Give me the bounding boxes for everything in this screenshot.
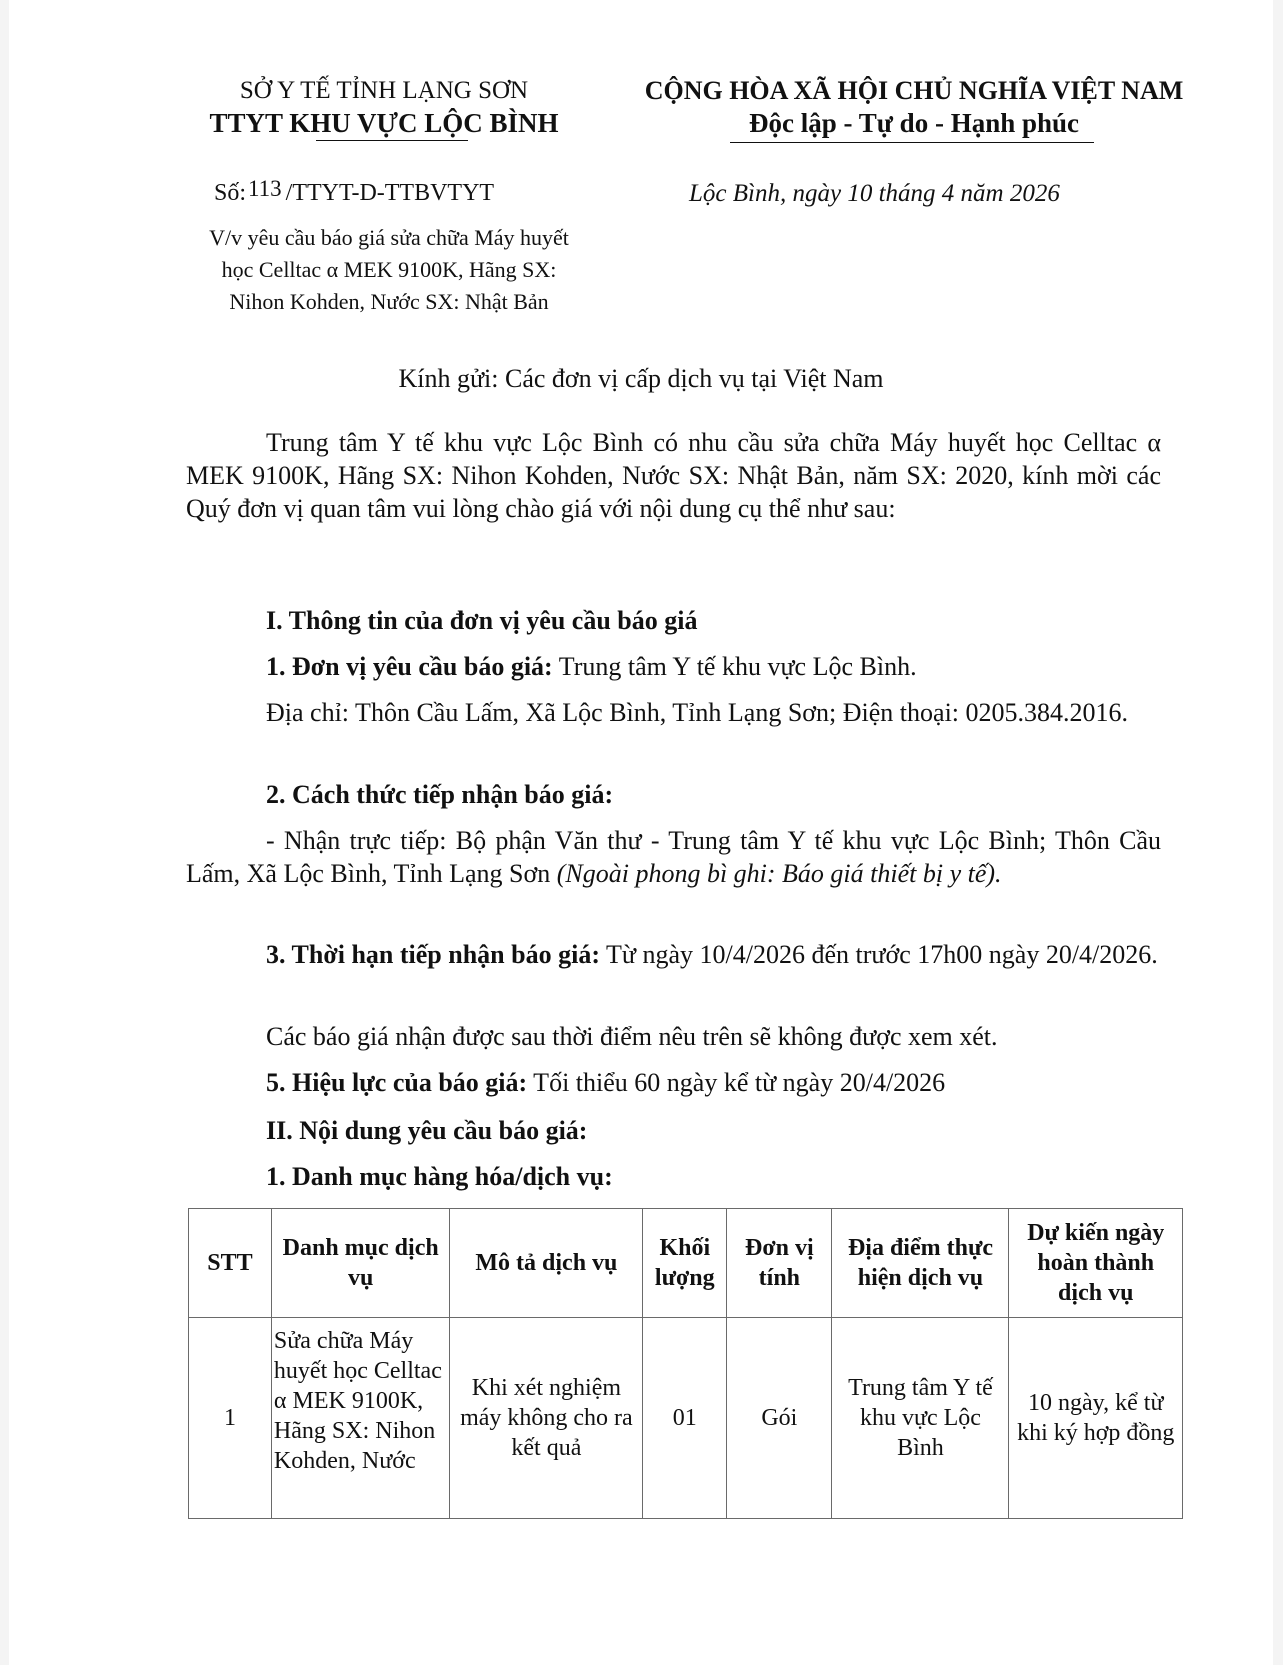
national-motto: Độc lập - Tự do - Hạnh phúc	[748, 108, 1080, 138]
deadline-value: Từ ngày 10/4/2026 đến trước 17h00 ngày 20/4/2026.	[599, 940, 1158, 969]
receiving-method-text	[186, 824, 1161, 890]
validity-value: Tối thiểu 60 ngày kể từ ngày 20/4/2026	[527, 1068, 946, 1097]
section-1-title: I. Thông tin của đơn vị yêu cầu báo giá	[266, 606, 698, 635]
document-number	[214, 176, 495, 207]
parent-agency: SỞ Y TẾ TỈNH LẠNG SƠN	[239, 77, 529, 104]
goods-services-list-title: 1. Danh mục hàng hóa/dịch vụ:	[266, 1162, 613, 1191]
cell-service: Sửa chữa Máy huyết học Celltac α MEK 9100K, Hãng SX: Nihon Kohden, Nước	[271, 1318, 450, 1519]
col-header-completion: Dự kiến ngày hoàn thành dịch vụ	[1009, 1209, 1183, 1318]
section-2-title: II. Nội dung yêu cầu báo giá:	[266, 1116, 588, 1145]
number-value: 113	[248, 176, 282, 201]
receiving-method-title: 2. Cách thức tiếp nhận báo giá:	[266, 780, 614, 809]
late-submission-note: Các báo giá nhận được sau thời điểm nêu trên sẽ không được xem xét.	[266, 1022, 998, 1051]
col-header-unit: Đơn vị tính	[727, 1209, 832, 1318]
intro-paragraph: Trung tâm Y tế khu vực Lộc Bình có nhu cầu sửa chữa Máy huyết học Celltac α MEK 9100K, Hãng SX: Nihon Kohden, Nước SX: Nhật Bản, năm SX: 2020, kính mời các Quý đơn vị quan tâm vui lòng chào giá với nội dung cụ thể như sau:	[186, 428, 1161, 523]
table-row	[189, 1318, 1183, 1519]
col-header-quantity: Khối lượng	[643, 1209, 727, 1318]
cell-unit: Gói	[727, 1318, 832, 1519]
cell-quantity: 01	[643, 1318, 727, 1519]
cell-location: Trung tâm Y tế khu vực Lộc Bình	[832, 1318, 1009, 1519]
document-date: Lộc Bình, ngày 10 tháng 4 năm 2026	[689, 180, 1060, 207]
col-header-stt: STT	[189, 1209, 272, 1318]
col-header-service: Danh mục dịch vụ	[271, 1209, 450, 1318]
issuing-agency-block	[194, 74, 574, 140]
services-table	[188, 1208, 1183, 1519]
document-page	[9, 0, 1273, 1665]
cell-stt: 1	[189, 1318, 272, 1519]
national-title-block	[609, 74, 1219, 140]
number-prefix: Số:	[214, 180, 247, 206]
subject-line: V/v yêu cầu báo giá sửa chữa Máy huyết	[209, 225, 569, 250]
requesting-unit-label: 1. Đơn vị yêu cầu báo giá:	[266, 652, 553, 681]
document-subject	[179, 222, 599, 318]
cell-description: Khi xét nghiệm máy không cho ra kết quả	[450, 1318, 643, 1519]
table-header-row	[189, 1209, 1183, 1318]
col-header-location: Địa điểm thực hiện dịch vụ	[832, 1209, 1009, 1318]
motto-underline	[730, 142, 1094, 143]
requesting-unit	[186, 650, 1241, 683]
envelope-note: (Ngoài phong bì ghi: Báo giá thiết bị y tế).	[556, 859, 1002, 888]
issuing-agency: TTYT KHU VỰC LỘC BÌNH	[209, 108, 559, 138]
subject-line: học Celltac α MEK 9100K, Hãng SX:	[221, 257, 557, 282]
requesting-unit-value: Trung tâm Y tế khu vực Lộc Bình.	[552, 652, 917, 681]
deadline-label: 3. Thời hạn tiếp nhận báo giá:	[266, 940, 600, 969]
validity-label: 5. Hiệu lực của báo giá:	[266, 1068, 528, 1097]
subject-line: Nihon Kohden, Nước SX: Nhật Bản	[229, 289, 549, 314]
national-title: CỘNG HÒA XÃ HỘI CHỦ NGHĨA VIỆT NAM	[644, 76, 1184, 105]
address-phone: Địa chỉ: Thôn Cầu Lấm, Xã Lộc Bình, Tỉnh Lạng Sơn; Điện thoại: 0205.384.2016.	[266, 698, 1129, 727]
deadline	[186, 938, 1161, 971]
quote-validity	[186, 1066, 1241, 1099]
col-header-description: Mô tả dịch vụ	[450, 1209, 643, 1318]
cell-completion: 10 ngày, kể từ khi ký hợp đồng	[1009, 1318, 1183, 1519]
recipient-line: Kính gửi: Các đơn vị cấp dịch vụ tại Việt Nam	[398, 364, 884, 393]
agency-underline	[316, 140, 468, 141]
receiving-method-detail: - Nhận trực tiếp: Bộ phận Văn thư - Trung tâm Y tế khu vực Lộc Bình; Thôn Cầu Lấm, Xã Lộc Bình, Tỉnh Lạng Sơn	[186, 826, 1161, 888]
number-suffix: /TTYT-D-TTBVTYT	[285, 180, 495, 206]
